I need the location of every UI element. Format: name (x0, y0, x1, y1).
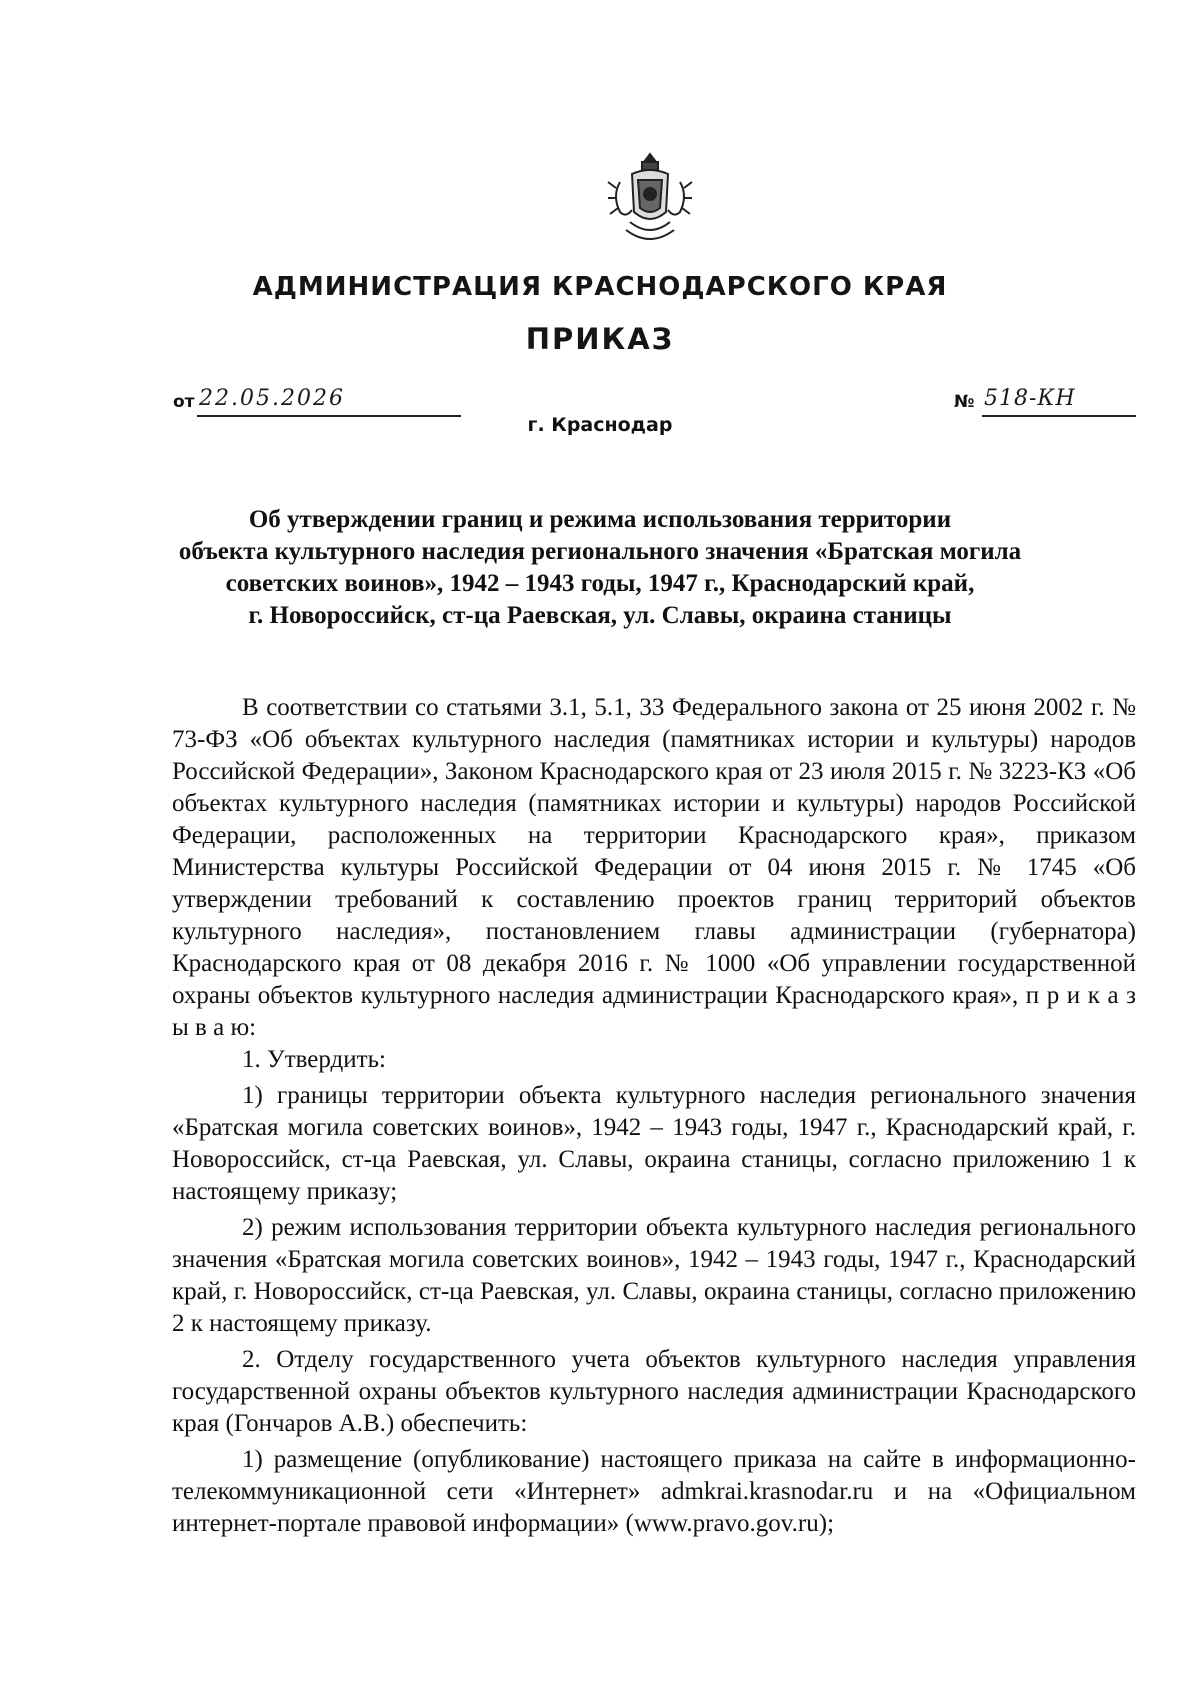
item-2: 2. Отделу государственного учета объектов культурного наследия управления государственной охраны объектов культурного наследия администрации Краснодарского края (Гончаров А.В.) обеспечить: (172, 1346, 1136, 1437)
date-prefix: от (173, 392, 195, 412)
title-line: объекта культурного наследия регионального значения «Братская могила (178, 538, 1022, 565)
title-line: г. Новороссийск, ст-ца Раевская, ул. Славы, окраина станицы (248, 602, 952, 629)
city: г. Краснодар (527, 414, 673, 436)
item-1-2: 2) режим использования территории объекта культурного наследия регионального значения «Братская могила советских воинов», 1942 – 1943 годы, 1947 г., Краснодарский край, г. Новороссийск, ст-ца Раевская, ул. Славы, окраина станицы, согласно приложению 2 к настоящему приказу. (172, 1214, 1136, 1337)
document-title (150, 504, 1050, 632)
coat-of-arms-icon (606, 152, 694, 248)
preamble-paragraph: В соответствии со статьями 3.1, 5.1, 33 Федерального закона от 25 июня 2002 г. № 73-ФЗ «Об объектах культурного наследия (памятниках истории и культуры) народов Российской Федерации», Законом Краснодарского края от 23 июля 2015 г. № 3223-КЗ «Об объектах культурного наследия (памятниках истории и культуры) народов Российской Федерации, расположенных на территории Краснодарского края», приказом Министерства культуры Российской Федерации от 04 июня 2015 г. № 1745 «Об утверждении требований к составлению проектов границ территорий объектов культурного наследия», постановлением главы администрации (губернатора) Краснодарского края от 08 декабря 2016 г. № 1000 «Об управлении государственной охраны объектов культурного наследия администрации Краснодарского края», п р и к а з ы в а ю: (172, 694, 1136, 1041)
title-line: Об утверждении границ и режима использования территории (248, 506, 952, 533)
date-value: 22.05.2026 (199, 386, 345, 411)
item-2-1: 1) размещение (опубликование) настоящего приказа на сайте в информационно-телекоммуникационной сети «Интернет» admkrai.krasnodar.ru и на «Официальном интернет-портале правовой информации» (www.pravo.gov.ru); (172, 1446, 1136, 1537)
document-type: ПРИКАЗ (525, 322, 675, 356)
item-1-1: 1) границы территории объекта культурного наследия регионального значения «Братская могила советских воинов», 1942 – 1943 годы, 1947 г., Краснодарский край, г. Новороссийск, ст-ца Раевская, ул. Славы, окраина станицы, согласно приложению 1 к настоящему приказу; (172, 1082, 1136, 1205)
title-line: советских воинов», 1942 – 1943 годы, 1947 г., Краснодарский край, (225, 570, 975, 597)
document-body (172, 692, 1136, 1540)
number-prefix: № (954, 392, 975, 412)
organization-name: АДМИНИСТРАЦИЯ КРАСНОДАРСКОГО КРАЯ (252, 272, 948, 302)
number-value: 518-КН (984, 386, 1076, 411)
item-1: 1. Утвердить: (242, 1046, 386, 1073)
